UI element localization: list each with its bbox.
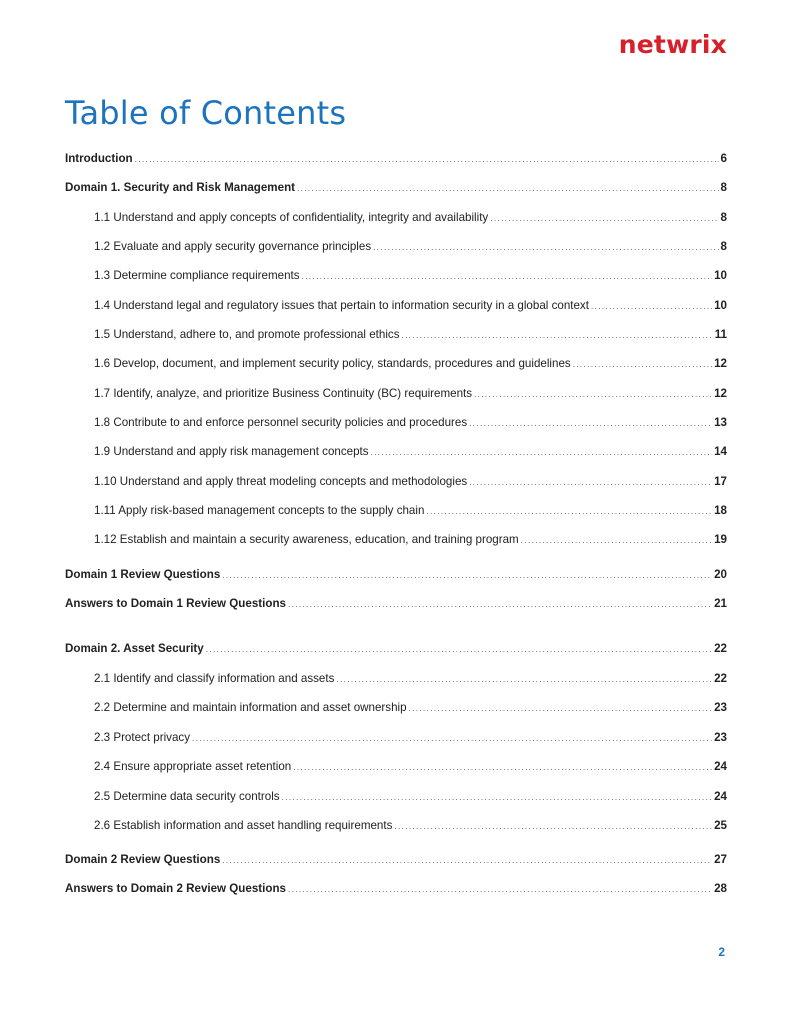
toc-entry-1-3[interactable] xyxy=(94,269,727,284)
toc-entry-label: 1.2 Evaluate and apply security governance principles xyxy=(94,240,372,253)
toc-entry-2-2[interactable] xyxy=(94,701,727,716)
toc-entry-label: 1.11 Apply risk-based management concepts to the supply chain xyxy=(94,504,425,517)
toc-entry-introduction[interactable] xyxy=(65,152,727,167)
toc-entry-2-1[interactable] xyxy=(94,672,727,687)
netwrix-logo: netwrix xyxy=(618,30,727,59)
toc-entry-label: 2.5 Determine data security controls xyxy=(94,790,280,803)
toc-entry-domain-1-review[interactable] xyxy=(65,568,727,583)
toc-entry-page: 22 xyxy=(714,672,727,685)
toc-entry-1-11[interactable] xyxy=(94,504,727,519)
toc-entry-label: 1.12 Establish and maintain a security awareness, education, and training program xyxy=(94,533,519,546)
toc-entry-label: 2.1 Identify and classify information and assets xyxy=(94,672,335,685)
toc-entry-1-6[interactable] xyxy=(94,357,727,372)
toc-entry-1-12[interactable] xyxy=(94,533,727,548)
toc-entry-label: 2.2 Determine and maintain information and asset ownership xyxy=(94,701,407,714)
toc-entry-2-3[interactable] xyxy=(94,731,727,746)
toc-entry-label: Domain 2. Asset Security xyxy=(65,642,204,655)
toc-entry-label: 2.3 Protect privacy xyxy=(94,731,191,744)
toc-entry-label: Answers to Domain 2 Review Questions xyxy=(65,882,286,895)
toc-entry-page: 14 xyxy=(714,445,727,458)
toc-entry-label: 1.1 Understand and apply concepts of confidentiality, integrity and availability xyxy=(94,211,489,224)
toc-entry-page: 23 xyxy=(714,731,727,744)
toc-entry-2-6[interactable] xyxy=(94,819,727,834)
toc-entry-2-5[interactable] xyxy=(94,790,727,805)
toc-entry-page: 8 xyxy=(720,211,727,224)
toc-entry-page: 10 xyxy=(714,299,727,312)
toc-entry-label: 1.5 Understand, adhere to, and promote professional ethics xyxy=(94,328,400,341)
toc-entry-domain-2-review[interactable] xyxy=(65,853,727,868)
toc-entry-1-2[interactable] xyxy=(94,240,727,255)
toc-entry-domain-2-answers[interactable] xyxy=(65,882,727,897)
toc-entry-1-7[interactable] xyxy=(94,387,727,402)
toc-entry-page: 10 xyxy=(714,269,727,282)
toc-entry-page: 6 xyxy=(720,152,727,165)
toc-entry-page: 18 xyxy=(714,504,727,517)
toc-entry-label: 1.8 Contribute to and enforce personnel security policies and procedures xyxy=(94,416,468,429)
toc-entry-label: Domain 1. Security and Risk Management xyxy=(65,181,296,194)
toc-entry-domain-2[interactable] xyxy=(65,642,727,657)
toc-entry-label: 2.6 Establish information and asset handling requirements xyxy=(94,819,393,832)
toc-entry-page: 8 xyxy=(720,181,727,194)
page-number: 2 xyxy=(718,945,725,959)
toc-entry-page: 12 xyxy=(714,387,727,400)
toc-entry-1-9[interactable] xyxy=(94,445,727,460)
toc-entry-page: 19 xyxy=(714,533,727,546)
toc-entry-1-8[interactable] xyxy=(94,416,727,431)
toc-entry-domain-1[interactable] xyxy=(65,181,727,196)
toc-entry-1-4[interactable] xyxy=(94,299,727,314)
toc-entry-domain-1-answers[interactable] xyxy=(65,597,727,612)
toc-entry-page: 28 xyxy=(714,882,727,895)
toc-entry-label: 1.9 Understand and apply risk management concepts xyxy=(94,445,369,458)
toc-entry-page: 25 xyxy=(714,819,727,832)
toc-entry-page: 24 xyxy=(714,760,727,773)
toc-entry-label: Answers to Domain 1 Review Questions xyxy=(65,597,286,610)
toc-entry-page: 21 xyxy=(714,597,727,610)
toc-entry-page: 24 xyxy=(714,790,727,803)
toc-entry-label: Domain 2 Review Questions xyxy=(65,853,221,866)
page-title: Table of Contents xyxy=(65,94,347,132)
toc-entry-page: 22 xyxy=(714,642,727,655)
toc-entry-page: 12 xyxy=(714,357,727,370)
toc-entry-page: 27 xyxy=(714,853,727,866)
toc-entry-1-5[interactable] xyxy=(94,328,727,343)
toc-entry-label: 1.6 Develop, document, and implement security policy, standards, procedures and guidelines xyxy=(94,357,571,370)
toc-entry-page: 17 xyxy=(714,475,727,488)
toc-entry-1-10[interactable] xyxy=(94,475,727,490)
toc-entry-label: 1.4 Understand legal and regulatory issues that pertain to information security in a global context xyxy=(94,299,589,312)
toc-entry-page: 23 xyxy=(714,701,727,714)
toc-entry-page: 20 xyxy=(714,568,727,581)
toc-entry-label: 1.3 Determine compliance requirements xyxy=(94,269,300,282)
toc-entry-page: 13 xyxy=(714,416,727,429)
toc-entry-2-4[interactable] xyxy=(94,760,727,775)
toc-entry-label: Introduction xyxy=(65,152,133,165)
toc-entry-page: 11 xyxy=(714,328,727,341)
toc-entry-label: 1.10 Understand and apply threat modeling concepts and methodologies xyxy=(94,475,468,488)
toc-entry-page: 8 xyxy=(720,240,727,253)
toc-entry-1-1[interactable] xyxy=(94,211,727,226)
toc-entry-label: 1.7 Identify, analyze, and prioritize Business Continuity (BC) requirements xyxy=(94,387,473,400)
toc-entry-label: 2.4 Ensure appropriate asset retention xyxy=(94,760,292,773)
toc-entry-label: Domain 1 Review Questions xyxy=(65,568,221,581)
